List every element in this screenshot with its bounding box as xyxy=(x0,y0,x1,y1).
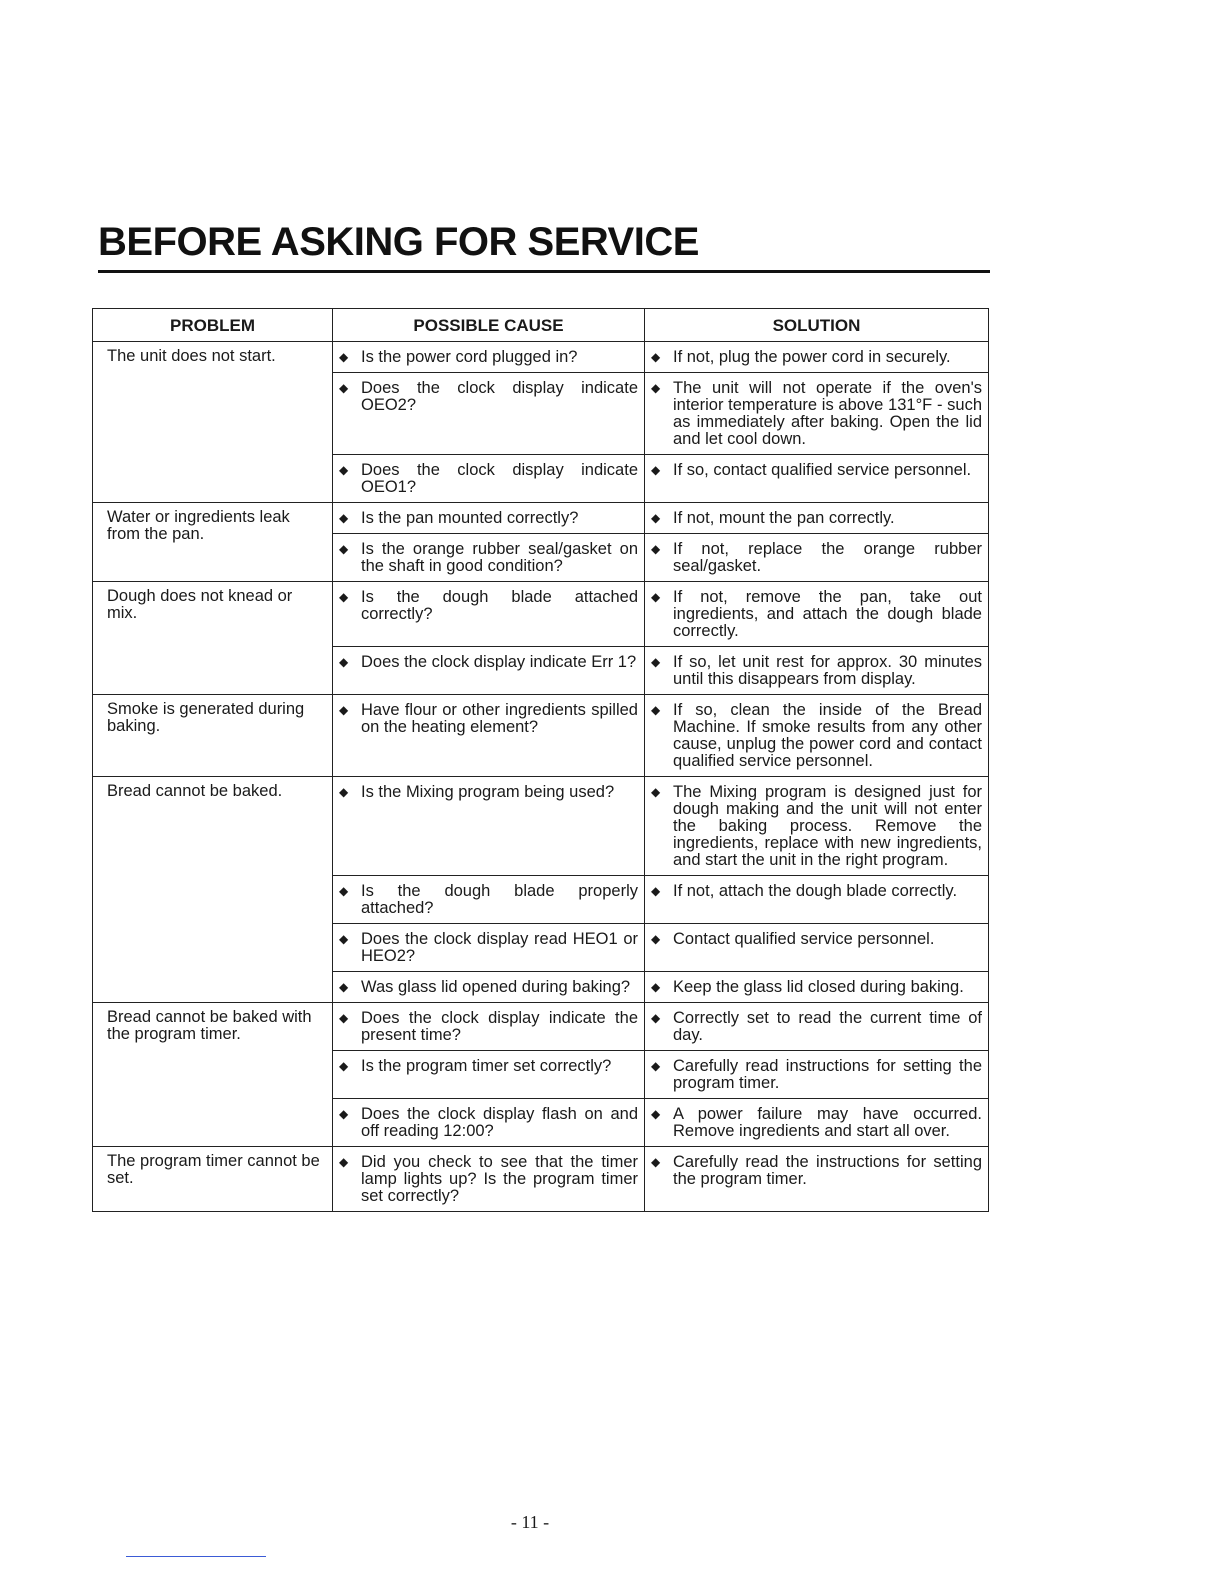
solution-text: If not, mount the pan correctly. xyxy=(673,509,895,527)
diamond-bullet-icon: ◆ xyxy=(339,511,349,525)
table-row xyxy=(93,342,989,373)
diamond-bullet-icon: ◆ xyxy=(651,511,661,525)
diamond-bullet-icon: ◆ xyxy=(651,381,661,395)
solution-text: If so, clean the inside of the Bread Machine. If smoke results from any other cause, unplug the power cord and contact qualified service personnel. xyxy=(673,701,982,770)
header-possible-cause: POSSIBLE CAUSE xyxy=(333,309,645,342)
solution-cell xyxy=(645,1003,989,1051)
table-row xyxy=(93,1003,989,1051)
possible-cause-cell xyxy=(333,924,645,972)
diamond-bullet-icon: ◆ xyxy=(339,463,349,477)
diamond-bullet-icon: ◆ xyxy=(651,785,661,799)
solution-text: Carefully read the instructions for setting the program timer. xyxy=(673,1153,982,1188)
diamond-bullet-icon: ◆ xyxy=(339,884,349,898)
solution-cell xyxy=(645,876,989,924)
cause-text: Does the clock display flash on and off reading 12:00? xyxy=(361,1105,638,1140)
possible-cause-cell xyxy=(333,582,645,647)
page-title: BEFORE ASKING FOR SERVICE xyxy=(98,220,699,264)
page-number: - 11 - xyxy=(510,1512,550,1532)
cause-text: Have flour or other ingredients spilled on the heating element? xyxy=(361,701,638,736)
solution-cell xyxy=(645,582,989,647)
cause-text: Does the clock display indicate Err 1? xyxy=(361,653,637,671)
diamond-bullet-icon: ◆ xyxy=(651,1059,661,1073)
cause-text: Does the clock display read HEO1 or HEO2? xyxy=(361,930,638,965)
solution-text: If not, attach the dough blade correctly. xyxy=(673,882,958,900)
solution-cell xyxy=(645,373,989,455)
diamond-bullet-icon: ◆ xyxy=(339,1107,349,1121)
diamond-bullet-icon: ◆ xyxy=(651,350,661,364)
diamond-bullet-icon: ◆ xyxy=(339,542,349,556)
diamond-bullet-icon: ◆ xyxy=(651,980,661,994)
cause-text: Is the Mixing program being used? xyxy=(361,783,615,801)
solution-cell xyxy=(645,342,989,373)
problem-cell: Dough does not knead or mix. xyxy=(93,582,333,695)
possible-cause-cell xyxy=(333,1099,645,1147)
diamond-bullet-icon: ◆ xyxy=(651,1107,661,1121)
diamond-bullet-icon: ◆ xyxy=(651,655,661,669)
diamond-bullet-icon: ◆ xyxy=(339,381,349,395)
solution-text: If not, replace the orange rubber seal/gasket. xyxy=(673,540,982,575)
solution-text: If not, remove the pan, take out ingredients, and attach the dough blade correctly. xyxy=(673,588,982,640)
solution-text: If so, contact qualified service personnel. xyxy=(673,461,972,479)
table-header-row xyxy=(93,309,989,342)
diamond-bullet-icon: ◆ xyxy=(339,980,349,994)
solution-text: The unit will not operate if the oven's interior temperature is above 131°F - such as immediately after baking. Open the lid and let cool down. xyxy=(673,379,982,448)
diamond-bullet-icon: ◆ xyxy=(339,703,349,717)
solution-cell xyxy=(645,777,989,876)
solution-cell xyxy=(645,1099,989,1147)
possible-cause-cell xyxy=(333,503,645,534)
footer-rule xyxy=(126,1556,266,1557)
diamond-bullet-icon: ◆ xyxy=(651,1011,661,1025)
cause-text: Is the power cord plugged in? xyxy=(361,348,578,366)
solution-text: Contact qualified service personnel. xyxy=(673,930,935,948)
diamond-bullet-icon: ◆ xyxy=(339,590,349,604)
table-row xyxy=(93,777,989,876)
solution-text: If so, let unit rest for approx. 30 minutes until this disappears from display. xyxy=(673,653,982,688)
problem-cell: The unit does not start. xyxy=(93,342,333,503)
diamond-bullet-icon: ◆ xyxy=(651,932,661,946)
problem-cell: The program timer cannot be set. xyxy=(93,1147,333,1212)
table-row xyxy=(93,503,989,534)
solution-text: Correctly set to read the current time of day. xyxy=(673,1009,982,1044)
solution-text: Carefully read instructions for setting the program timer. xyxy=(673,1057,982,1092)
cause-text: Is the dough blade attached correctly? xyxy=(361,588,638,623)
diamond-bullet-icon: ◆ xyxy=(339,1011,349,1025)
diamond-bullet-icon: ◆ xyxy=(651,590,661,604)
header-problem: PROBLEM xyxy=(93,309,333,342)
table-row xyxy=(93,1147,989,1212)
possible-cause-cell xyxy=(333,1147,645,1212)
cause-text: Is the program timer set correctly? xyxy=(361,1057,612,1075)
troubleshooting-table xyxy=(92,308,989,1212)
table-row xyxy=(93,695,989,777)
diamond-bullet-icon: ◆ xyxy=(651,463,661,477)
solution-cell xyxy=(645,924,989,972)
solution-text: If not, plug the power cord in securely. xyxy=(673,348,951,366)
problem-cell: Smoke is generated during baking. xyxy=(93,695,333,777)
diamond-bullet-icon: ◆ xyxy=(651,884,661,898)
cause-text: Was glass lid opened during baking? xyxy=(361,978,631,996)
solution-cell xyxy=(645,695,989,777)
diamond-bullet-icon: ◆ xyxy=(339,1059,349,1073)
possible-cause-cell xyxy=(333,1003,645,1051)
possible-cause-cell xyxy=(333,1051,645,1099)
possible-cause-cell xyxy=(333,342,645,373)
diamond-bullet-icon: ◆ xyxy=(339,1155,349,1169)
diamond-bullet-icon: ◆ xyxy=(651,1155,661,1169)
cause-text: Is the pan mounted correctly? xyxy=(361,509,579,527)
possible-cause-cell xyxy=(333,695,645,777)
cause-text: Is the orange rubber seal/gasket on the shaft in good condition? xyxy=(361,540,638,575)
table-row xyxy=(93,582,989,647)
diamond-bullet-icon: ◆ xyxy=(339,350,349,364)
diamond-bullet-icon: ◆ xyxy=(339,655,349,669)
possible-cause-cell xyxy=(333,777,645,876)
possible-cause-cell xyxy=(333,972,645,1003)
possible-cause-cell xyxy=(333,647,645,695)
solution-text: A power failure may have occurred. Remove ingredients and start all over. xyxy=(673,1105,982,1140)
solution-text: The Mixing program is designed just for dough making and the unit will not enter the baking process. Remove the ingredients, replace with new ingredients, and start the unit in the right program. xyxy=(673,783,982,869)
solution-cell xyxy=(645,534,989,582)
problem-cell: Water or ingredients leak from the pan. xyxy=(93,503,333,582)
title-underline xyxy=(98,270,990,273)
table-body xyxy=(93,342,989,1212)
cause-text: Does the clock display indicate the present time? xyxy=(361,1009,638,1044)
possible-cause-cell xyxy=(333,534,645,582)
solution-cell xyxy=(645,647,989,695)
solution-cell xyxy=(645,455,989,503)
cause-text: Is the dough blade properly attached? xyxy=(361,882,638,917)
header-solution: SOLUTION xyxy=(645,309,989,342)
cause-text: Does the clock display indicate OEO2? xyxy=(361,379,638,414)
solution-cell xyxy=(645,1147,989,1212)
diamond-bullet-icon: ◆ xyxy=(651,542,661,556)
diamond-bullet-icon: ◆ xyxy=(339,785,349,799)
solution-text: Keep the glass lid closed during baking. xyxy=(673,978,964,996)
solution-cell xyxy=(645,1051,989,1099)
cause-text: Did you check to see that the timer lamp lights up? Is the program timer set correctly? xyxy=(361,1153,638,1205)
problem-cell: Bread cannot be baked. xyxy=(93,777,333,1003)
possible-cause-cell xyxy=(333,876,645,924)
diamond-bullet-icon: ◆ xyxy=(339,932,349,946)
cause-text: Does the clock display indicate OEO1? xyxy=(361,461,638,496)
problem-cell: Bread cannot be baked with the program timer. xyxy=(93,1003,333,1147)
diamond-bullet-icon: ◆ xyxy=(651,703,661,717)
solution-cell xyxy=(645,972,989,1003)
solution-cell xyxy=(645,503,989,534)
possible-cause-cell xyxy=(333,455,645,503)
possible-cause-cell xyxy=(333,373,645,455)
